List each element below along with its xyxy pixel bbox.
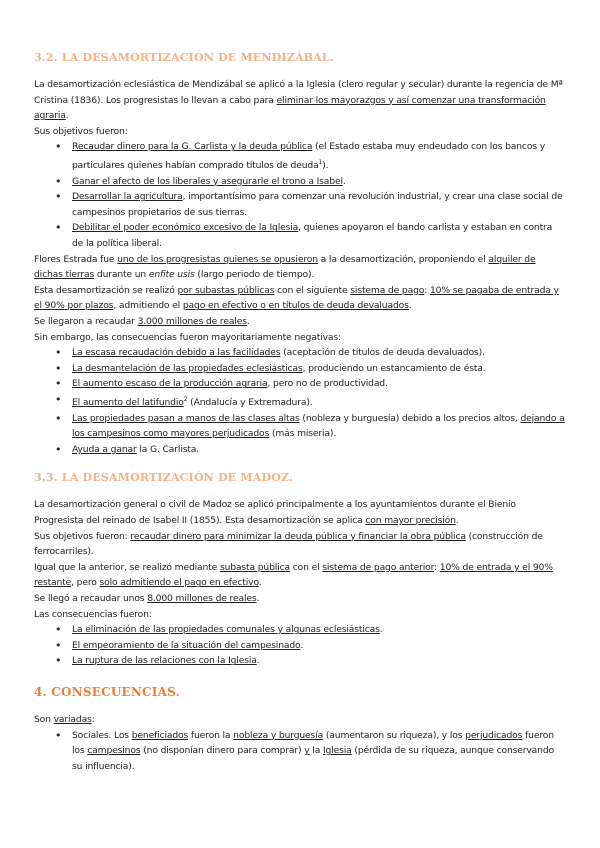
section-heading-madoz: 3.3. LA DESAMORTIZACIÓN DE MADOZ. (34, 471, 294, 485)
objectives-label: Sus objetivos fueron: (34, 125, 128, 137)
list-item: • La desmantelación de las propiedades eclesiásticas, produciendo un estancamiento de ésta. (72, 361, 566, 377)
flores-estrada-paragraph: Flores Estrada fue uno de los progresistas quienes se opusieron a la desamortización, proponiendo el alquiler de dichas tierras durante un enfite usis (largo periodo de tiempo). (34, 253, 536, 281)
madoz-objectives: Sus objetivos fueron: recaudar dinero para minimizar la deuda pública y financiar la obra pública (construcción de ferrocarriles). (34, 530, 543, 558)
list-item: • La ruptura de las relaciones con la Iglesia. (72, 653, 566, 669)
list-item: • La eliminación de las propiedades comunales y algunas eclesiásticas. (72, 622, 566, 638)
madoz-consequences-label: Las consecuencias fueron: (34, 608, 152, 620)
mendizabal-intro: La desamortización eclesiástica de Mendizábal se aplicó a la Iglesia (clero regular y secular) durante la regencia de Mª Cristina (1836). Los progresistas lo llevan a cabo para eliminar los mayorazgos y así comenzar una transformación agraria. (34, 79, 563, 122)
section-heading-consecuencias: 4. CONSECUENCIAS. (34, 684, 180, 699)
consequences-label: Sin embargo, las consecuencias fueron mayoritariamente negativas: (34, 331, 341, 343)
list-item: • El aumento del latifundio$^2$ (Andalucía y Extremadura). (72, 392, 566, 411)
document-page (34, 50, 566, 774)
list-item: • Ganar el afecto de los liberales y asegurarle el trono a Isabel. (72, 174, 566, 190)
list-item: • Ayuda a ganar la G. Carlista. (72, 442, 566, 458)
madoz-collected: Se llegó a recaudar unos 8.000 millones de reales. (34, 592, 260, 604)
list-item: • El empeoramiento de la situación del campesinado. (72, 638, 566, 654)
consecuencias-intro: Son variadas: (34, 713, 95, 725)
list-item: • Sociales. Los beneficiados fueron la nobleza y burguesía (aumentaron su riqueza), y los perjudicados fueron los campesinos (no disponían dinero para comprar) y la Iglesia (pérdida de su riqueza, aunque conservando su influencia). (72, 728, 566, 775)
list-item: • Desarrollar la agricultura, importantísimo para comenzar una revolución industrial, y crear una clase social de campesinos propietarios de sus tierras. (72, 189, 566, 220)
list-item: • Debilitar el poder económico excesivo de la Iglesia, quienes apoyaron el bando carlista y estaban en contra de la política liberal. (72, 220, 566, 251)
list-item: • Recaudar dinero para la G. Carlista y la deuda pública (el Estado estaba muy endeudado con los bancos y particulares quienes habían comprado títulos de deuda$^1$). (72, 139, 566, 173)
list-item: • La escasa recaudación debido a las facilidades (aceptación de títulos de deuda devaluados). (72, 345, 566, 361)
list-item: • El aumento escaso de la producción agraria, pero no de productividad. (72, 376, 566, 392)
madoz-intro: La desamortización general o civil de Madoz se aplicó principalmente a los ayuntamientos durante el Bienio Progresista del reinado de Isabel II (1855). Esta desamortización se aplica con mayor precisión. (34, 499, 516, 526)
madoz-consequences-list (34, 622, 566, 669)
mendizabal-consequences-list (34, 345, 566, 457)
list-item: • Las propiedades pasan a manos de las clases altas (nobleza y burguesía) debido a los precios altos, dejando a los campesinos como mayores perjudicados (más miseria). (72, 411, 566, 442)
section-heading-mendizabal: 3.2. LA DESAMORTIZACIÓN DE MENDIZÁBAL. (34, 51, 334, 64)
collected-amount: Se llegaron a recaudar 3.000 millones de reales. (34, 315, 250, 327)
objectives-list (34, 139, 566, 251)
madoz-payment: Igual que la anterior, se realizó mediante subasta pública con el sistema de pago anterior: 10% de entrada y el 90% restante, pero solo admitiendo el pago en efectivo. (34, 561, 553, 589)
payment-paragraph: Esta desamortización se realizó por subastas públicas con el siguiente sistema de pago: 10% se pagaba de entrada y el 90% por plazos, admitiendo el pago en efectivo o en títulos de deuda devaluados. (34, 284, 559, 312)
consecuencias-list (34, 728, 566, 775)
